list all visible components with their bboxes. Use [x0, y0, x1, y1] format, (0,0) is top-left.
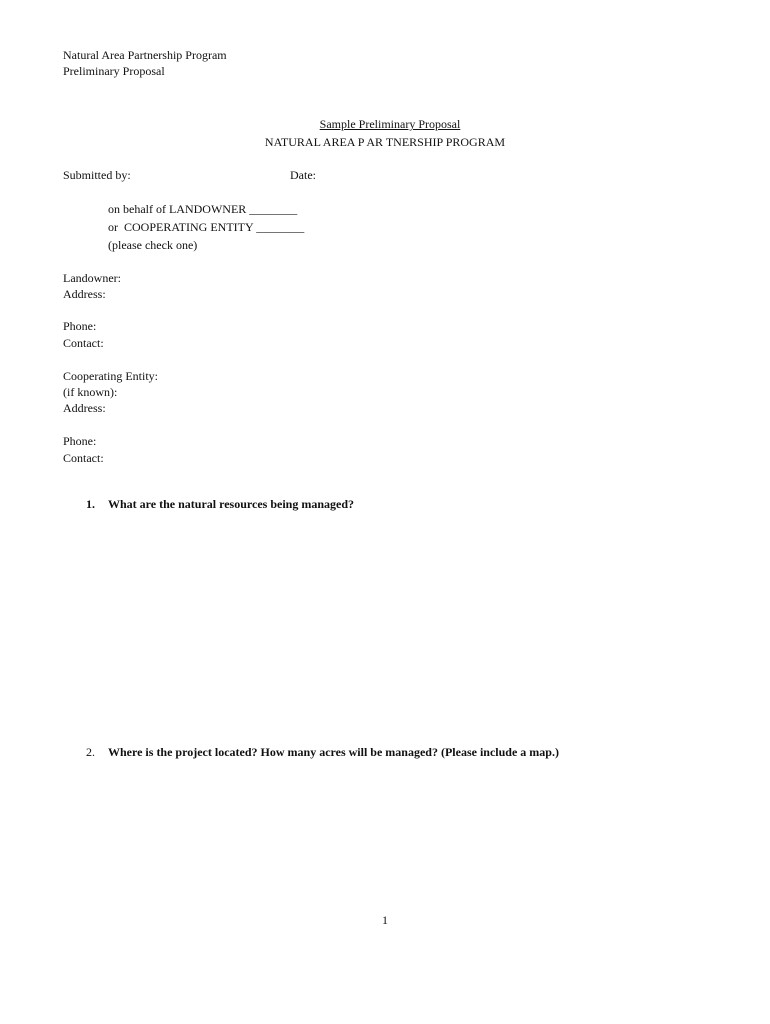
- program-title: NATURAL AREA P AR TNERSHIP PROGRAM: [264, 135, 506, 149]
- question-text: What are the natural resources being managed?: [108, 497, 354, 511]
- landowner-phone-label: Phone:: [63, 319, 97, 333]
- question-number: 1.: [86, 497, 95, 511]
- sample-title: Sample Preliminary Proposal: [319, 117, 461, 131]
- landowner-label: Landowner:: [63, 271, 121, 285]
- question-number: 2.: [86, 745, 95, 759]
- on-behalf-landowner-option: on behalf of LANDOWNER ________: [108, 202, 298, 216]
- cooperating-entity-phone-label: Phone:: [63, 434, 97, 448]
- cooperating-entity-contact-label: Contact:: [63, 451, 104, 465]
- cooperating-entity-if-known: (if known):: [63, 385, 118, 399]
- landowner-address-label: Address:: [63, 287, 106, 301]
- cooperating-entity-address-label: Address:: [63, 401, 106, 415]
- cooperating-entity-option: or COOPERATING ENTITY ________: [108, 220, 305, 234]
- landowner-contact-label: Contact:: [63, 336, 104, 350]
- page-number: 1: [382, 913, 388, 927]
- check-one-note: (please check one): [108, 238, 198, 252]
- document-type-header: Preliminary Proposal: [63, 64, 165, 78]
- submitted-by-label: Submitted by:: [63, 168, 131, 182]
- date-label: Date:: [290, 168, 316, 182]
- question-text: Where is the project located? How many acres will be managed? (Please include a map.): [108, 745, 559, 759]
- cooperating-entity-label: Cooperating Entity:: [63, 369, 158, 383]
- program-name-header: Natural Area Partnership Program: [63, 48, 227, 62]
